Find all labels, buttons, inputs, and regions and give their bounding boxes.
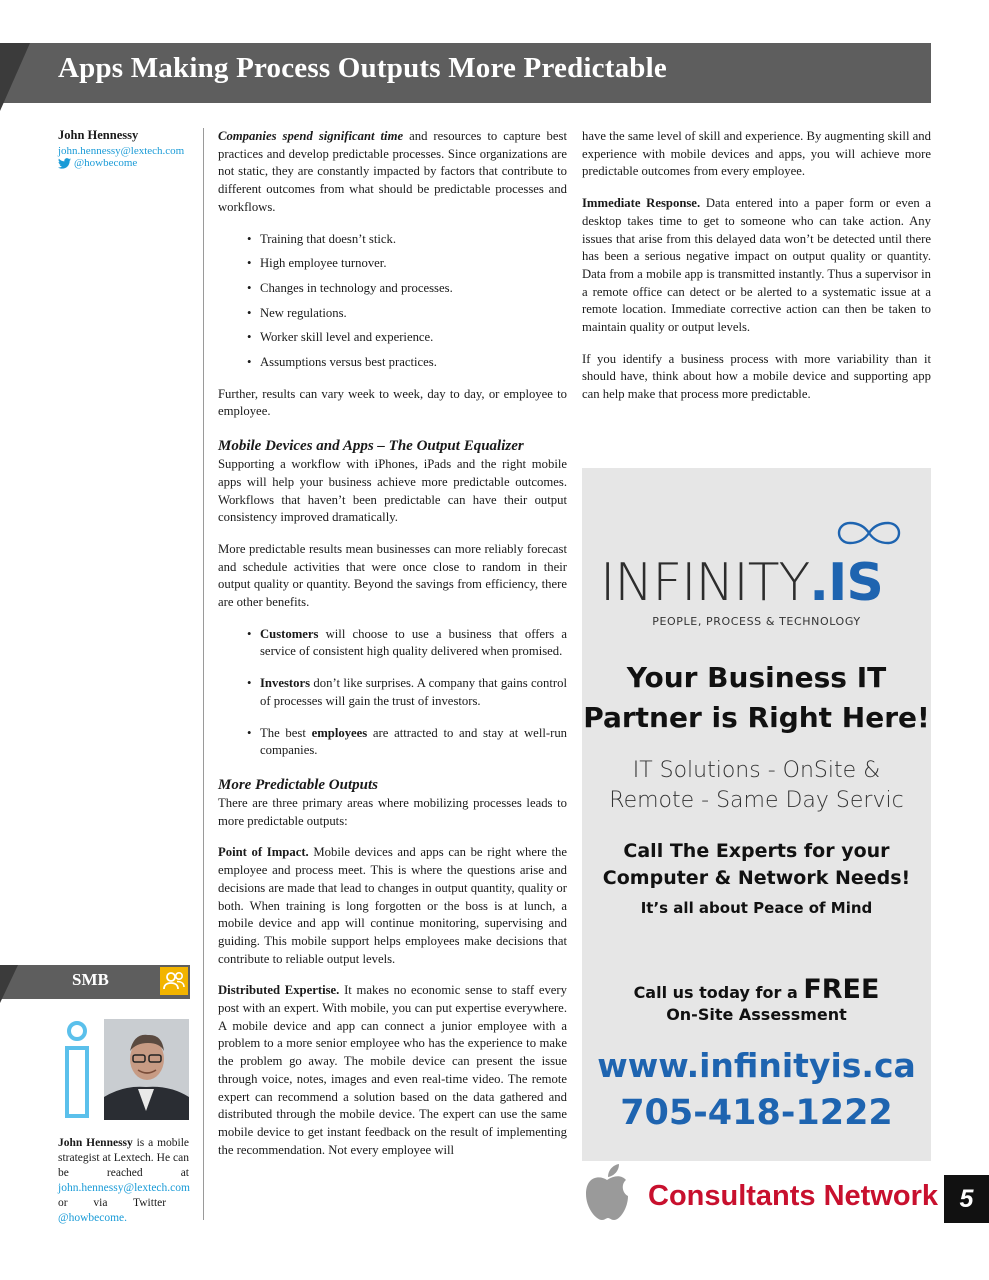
point-of-impact-paragraph: Point of Impact. Mobile devices and apps can be right where the employee and process meet. This is where the questions arise and decisions are made that lead to changes in output quantity, quality or both. When training is long forgotten or the boss is at lunch, a mobile device and app will continue monitoring, supervising and guiding. This mobile support helps employees make decisions that contribute to reliable output levels. <box>218 845 567 966</box>
ad-phone-number[interactable]: 705-418-1222 <box>620 1093 893 1133</box>
ad-website-link[interactable]: www.infinityis.ca <box>597 1046 916 1085</box>
further-paragraph: Further, results can vary week to week, day to day, or employee to employee. <box>218 386 567 419</box>
intro-lead: Companies spend significant time <box>218 129 404 143</box>
author-email-link[interactable]: john.hennessy@lextech.com <box>58 145 185 157</box>
author-photo <box>104 1019 189 1120</box>
list-item: • Assumptions versus best practices. <box>260 354 567 372</box>
paragraph: More predictable results mean businesses can more reliably forecast and schedule activities that were once close to random in their output quality or quantity. Beyond the savings from efficiency, there are other benefits. <box>218 541 567 610</box>
factor-list <box>218 231 567 372</box>
list-item: • Investors don’t like surprises. A company that gains control of processes will gain the trust of investors. <box>260 675 567 710</box>
intro-rest: and resources to capture best practices and develop predictable processes. Since organizations are not static, they are constantly impacted by factors that contribute to different outcomes from what should be predictable processes and workflows. <box>218 129 567 214</box>
list-item: • Training that doesn’t stick. <box>260 231 567 249</box>
list-item: • Worker skill level and experience. <box>260 329 567 347</box>
bio-twitter-link[interactable]: @howbecome. <box>58 1212 128 1224</box>
heading-output-equalizer: Mobile Devices and Apps – The Output Equalizer <box>218 438 524 455</box>
immediate-response-paragraph: Immediate Response. Data entered into a paper form or even a desktop takes time to get to someone who can take action. Any issues that arise from this delayed data won’t be detected until there has been a serious negative impact on output quality or quantity. Data from a mobile app is transmitted instantly. Thus a supervisor in a remote office can detect or be alerted to a systematic issue at a remote location. Immediate corrective action can then be taken to maintain quality or output levels. <box>582 196 932 335</box>
bio-email-link[interactable]: john.hennessy@lextech.com <box>58 1182 190 1194</box>
article-title: Apps Making Process Outputs More Predictable <box>58 52 667 84</box>
twitter-bird-icon <box>58 158 71 169</box>
heading-predictable-outputs: More Predictable Outputs <box>218 776 378 793</box>
ad-peace-of-mind: It’s all about Peace of Mind <box>640 899 873 917</box>
section-bar-fold <box>0 965 18 1003</box>
author-name: John Hennessy <box>58 128 139 142</box>
ad-headline: Your Business IT Partner is Right Here! <box>583 661 930 734</box>
list-item: • New regulations. <box>260 305 567 323</box>
column-divider <box>203 128 204 1220</box>
title-bar-fold <box>0 43 30 111</box>
bio-text-2: or via Twitter <box>58 1197 167 1209</box>
closing-paragraph: If you identify a business process with more variability than it should have, think about how a mobile device and supporting app can help make that process more predictable. <box>582 351 931 402</box>
infinity-icon <box>837 520 901 546</box>
infinity-is-advertisement[interactable] <box>582 468 931 1161</box>
ad-tagline: PEOPLE, PROCESS & TECHNOLOGY <box>652 615 861 628</box>
section-label: SMB <box>72 970 109 989</box>
intro-paragraph <box>218 128 567 217</box>
paragraph: There are three primary areas where mobilizing processes leads to more predictable outputs: <box>218 795 567 828</box>
consultants-network-ad[interactable] <box>582 1162 939 1222</box>
article-column-2 <box>582 128 931 418</box>
paragraph: have the same level of skill and experience. By augmenting skill and experience with mobile devices and apps, you will achieve more predictable outcomes from every employee. <box>582 129 931 179</box>
benefit-list <box>218 626 567 760</box>
consultants-network-label: Consultants Network <box>648 1180 939 1212</box>
list-item: • The best employees are attracted to and stay at well-run companies. <box>260 725 567 760</box>
list-item: • High employee turnover. <box>260 255 567 273</box>
list-item: • Customers will choose to use a business that offers a service of consistent high quality delivered when promised. <box>260 626 567 661</box>
article-column-1 <box>218 128 567 1173</box>
author-twitter-handle: @howbecome <box>74 157 138 169</box>
ad-call-today: Call us today for a FREE <box>633 974 880 1005</box>
info-i-icon <box>57 1020 97 1120</box>
ad-assessment: On-Site Assessment <box>666 1005 847 1024</box>
people-icon <box>160 967 188 995</box>
bio-text-1: is a mobile strategist at Lextech. He can be reached at <box>58 1137 190 1179</box>
author-bio <box>58 1136 189 1226</box>
author-twitter-link[interactable] <box>58 157 193 169</box>
paragraph: Supporting a workflow with iPhones, iPads and the right mobile apps will help your business achieve more predictable outcomes. Workflows that haven’t been predictable can have their output consistency improved dramatically. <box>218 457 567 525</box>
page-number: 5 <box>944 1175 989 1223</box>
list-item: • Changes in technology and processes. <box>260 280 567 298</box>
ad-call-experts: Call The Experts for your Computer & Network Needs! <box>602 840 911 889</box>
infinity-is-logo: INFINITY.IS <box>600 553 883 613</box>
author-sidebar <box>58 128 193 169</box>
ad-services: IT Solutions - OnSite & Remote - Same Day Servic <box>609 758 904 813</box>
distributed-expertise-paragraph: Distributed Expertise. It makes no economic sense to staff every post with an expert. With mobile, you can put expertise everywhere. A mobile device and app can connect a junior employee with a problem to a more senior employee who has the experience to make the problem go away. The mobile device can present the issue through voice, notes, images and even real-time video. The remote expert can recommend a solution based on the data gathered and distributed through the mobile device. The expert can use the same mobile device to get instant feedback on the result of implementing the recommendation. Not every employee will <box>218 983 567 1157</box>
apple-logo-icon <box>582 1162 632 1222</box>
bio-name: John Hennessy <box>58 1137 133 1149</box>
